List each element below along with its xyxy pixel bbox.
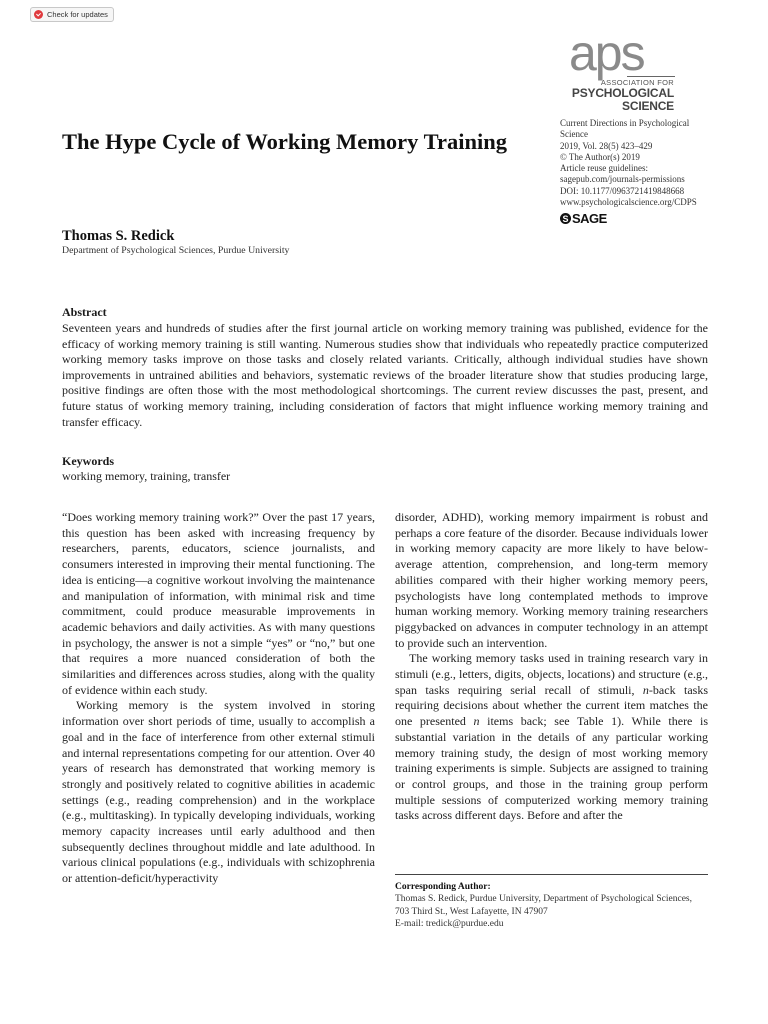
volume-info: 2019, Vol. 28(5) 423–429 [560,140,653,151]
badge-label: Check for updates [47,10,108,19]
corresponding-author [395,874,708,930]
body-paragraph: Working memory is the system involved in storing information over short periods of time, usually to accomplish a goal and in the face of interference from other external stimuli and internal representations competing for our attention. Over 40 years of research has demonstrated that working memory is strongly and positively related to cognitive abilities in academic settings (e.g., reading comprehension) and in the workplace (e.g., multitasking). In typically developing individuals, working memory capacity increases until early adulthood and then subsequently declines throughout middle and late adulthood. In various clinical populations (e.g., individuals with schizophrenia or attention-deficit/hyperactivity [62,698,375,886]
body-paragraph: disorder, ADHD), working memory impairment is robust and perhaps a core feature of the disorder. Because individuals lower in working memory capacity are more likely to have below-average attention, comprehension, and long-term memory abilities compared with their higher working memory peers, psychologists have long contemplated methods to improve human working memory. Working memory training researchers piggybacked on advances in computer technology in an attempt to provide such an intervention. [395,510,708,650]
corresponding-heading: Corresponding Author: [395,882,491,892]
body-column-left [62,510,375,887]
copyright: © The Author(s) 2019 [560,151,640,162]
aps-logo [567,25,677,113]
corresponding-address: Thomas S. Redick, Purdue University, Department of Psychological Sciences, 703 Third St., West Lafayette, IN 47907 [395,894,692,917]
text-run: The working memory tasks used in training research vary in stimuli (e.g., letters, digits, objects, locations) and structure (e.g., span tasks requiring serial recall of stimuli, [395,651,708,697]
journal-url[interactable]: www.psychologicalscience.org/CDPS [560,197,697,208]
logo-line-1: ASSOCIATION FOR [600,78,674,87]
abstract-heading: Abstract [62,305,107,319]
check-circle-icon [34,10,43,19]
journal-info [560,118,738,208]
body-column-right [395,510,708,824]
abstract-text: Seventeen years and hundreds of studies after the first journal article on working memory training was published, evidence for the efficacy of working memory training is still wanting. Numerous studies show that individuals who repeatedly practice computerized working memory tasks improve on those tasks and closely related variants. Critically, although individual studies have shown improvements in untrained abilities and behaviors, systematic reviews of the broader literature show that studies producing large, positive findings are often those with the most methodological shortcomings. The current review discusses the past, present, and future status of working memory training, including consideration of factors that might influence working memory training and transfer efficacy. [62,321,708,429]
doi-link[interactable]: DOI: 10.1177/0963721419848668 [560,185,685,196]
sage-logo [560,211,607,226]
author-affiliation: Department of Psychological Sciences, Purdue University [62,245,290,256]
logo-line-2: PSYCHOLOGICAL SCIENCE [571,86,674,113]
check-for-updates-badge[interactable] [30,7,114,22]
reuse-label: Article reuse guidelines: [560,163,648,174]
text-run: items back; see Table 1). While there is substantial variation in the details of any particular working memory training study, the design of most working memory training experiments is simple. Subjects are assigned to training or control groups, and those in the training group perform multiple sessions of computerized working memory training tasks across different days. Before and after the [395,714,708,823]
sage-mark-icon: S [560,213,571,224]
body-paragraph [395,651,708,824]
text-run: -back tasks requiring decisions about whether the current item matches the one presented [395,682,708,729]
body-paragraph: “Does working memory training work?” Over the past 17 years, this question has been asked with increasing frequency by researchers, parents, educators, science journalists, and consumers interested in improving their mental functioning. The idea is enticing—a cognitive workout involving the maintenance and manipulation of information, with minimal risk and time commitment, could produce measurable improvements in academic behaviors and daily activities. As with many questions in psychology, the answer is not a simple “yes” or “no,” but one that requires a more nuanced consideration of both the similarities and differences across studies, along with the quality of evidence within each study. [62,510,375,697]
corresponding-email[interactable]: E-mail: tredick@purdue.edu [395,918,504,929]
permissions-link[interactable]: sagepub.com/journals-permissions [560,174,685,185]
author-name: Thomas S. Redick [62,228,175,244]
journal-name-cont: Science [560,129,588,140]
italic-n: n [642,682,649,697]
article-title: The Hype Cycle of Working Memory Training [62,129,507,154]
italic-n: n [473,714,480,729]
journal-name: Current Directions in Psychological [560,118,690,128]
keywords-heading: Keywords [62,454,114,468]
aps-wordmark: aps [569,25,644,81]
sage-wordmark: SAGE [572,211,607,226]
keywords-list: working memory, training, transfer [62,469,231,483]
